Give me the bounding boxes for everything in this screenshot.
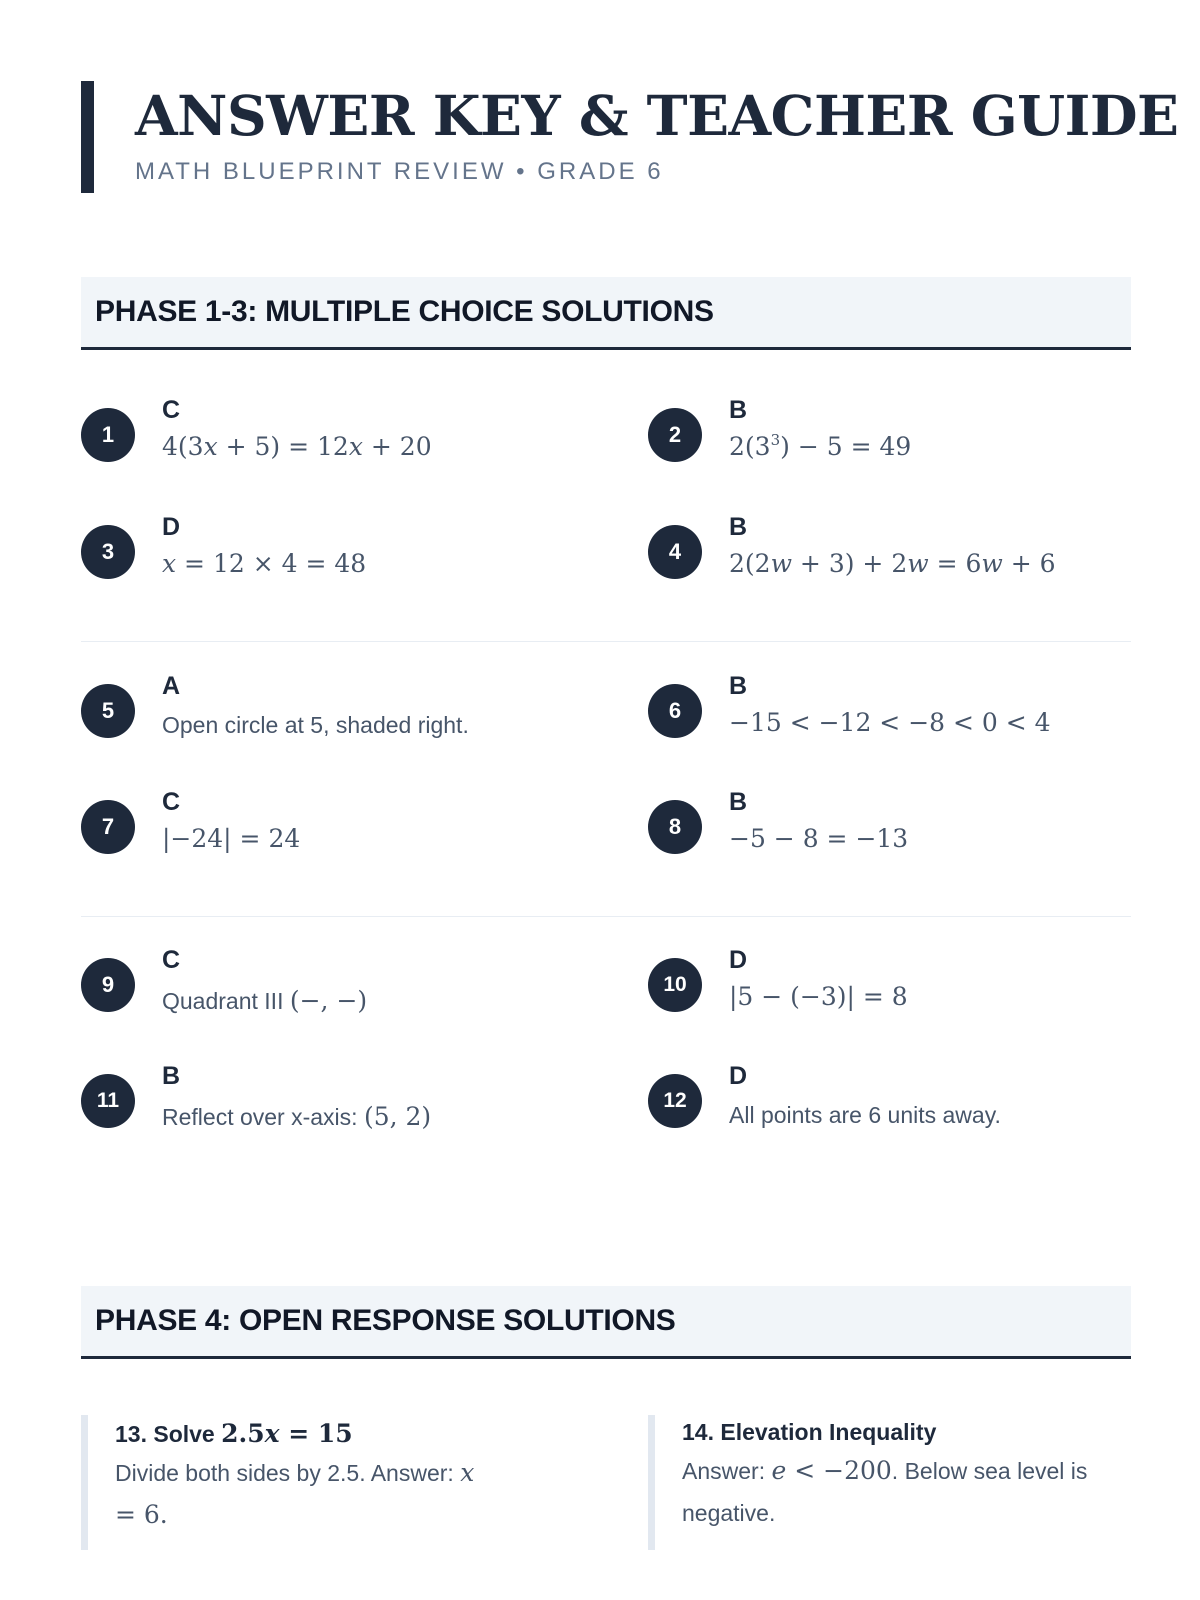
mc-answer-11: [81, 1062, 561, 1154]
body-text-suffix: . Below sea level is negative.: [682, 1458, 1088, 1526]
answer-explanation: −5 − 8 = −13: [729, 824, 909, 853]
answer-explanation: |−24| = 24: [162, 824, 301, 853]
page-subtitle: MATH BLUEPRINT REVIEW • GRADE 6: [135, 158, 664, 185]
mc-answer-2: [648, 396, 1128, 488]
question-number-badge: 12: [648, 1074, 702, 1128]
answer-explanation: 2(2w + 3) + 2w = 6w + 6: [729, 549, 1056, 578]
answer-letter: D: [729, 1062, 748, 1090]
page-title: ANSWER KEY & TEACHER GUIDE: [135, 83, 1179, 148]
open-response-14: [648, 1415, 1118, 1550]
title-accent-bar: [81, 81, 94, 193]
open-response-title: 14. Elevation Inequality: [682, 1419, 937, 1445]
section-header-open-response: [81, 1286, 1131, 1359]
row-divider: [81, 916, 1131, 917]
mc-answer-4: [648, 513, 1128, 605]
answer-explanation: All points are 6 units away.: [729, 1102, 1001, 1128]
answer-explanation: |5 − (−3)| = 8: [729, 982, 908, 1011]
question-number-badge: 8: [648, 800, 702, 854]
mc-answer-9: [81, 946, 561, 1038]
row-divider: [81, 641, 1131, 642]
answer-explanation: x = 12 × 4 = 48: [162, 549, 367, 578]
body-text: Answer:: [682, 1458, 772, 1484]
answer-letter: A: [162, 672, 181, 700]
mc-answer-5: [81, 672, 561, 764]
question-number-badge: 2: [648, 408, 702, 462]
explanation-math: (−, −): [289, 986, 368, 1015]
answer-letter: B: [162, 1062, 181, 1090]
question-number-badge: 11: [81, 1074, 135, 1128]
mc-answer-3: [81, 513, 561, 605]
mc-answer-10: [648, 946, 1128, 1038]
open-response-body: [682, 1450, 1118, 1534]
mc-answer-12: [648, 1062, 1128, 1154]
answer-explanation: Open circle at 5, shaded right.: [162, 712, 469, 738]
open-response-title: [115, 1419, 551, 1448]
question-number-badge: 1: [81, 408, 135, 462]
question-number-badge: 6: [648, 684, 702, 738]
answer-letter: B: [729, 672, 748, 700]
body-text: Divide both sides by 2.5. Answer:: [115, 1460, 461, 1486]
mc-answer-7: [81, 788, 561, 880]
answer-letter: B: [729, 788, 748, 816]
body-math: x = 6.: [115, 1458, 475, 1529]
answer-letter: B: [729, 513, 748, 541]
open-response-body: [115, 1452, 551, 1536]
answer-explanation: [162, 1102, 431, 1131]
question-number-badge: 5: [81, 684, 135, 738]
answer-letter: C: [162, 396, 181, 424]
question-number-badge: 3: [81, 525, 135, 579]
question-number-badge: 9: [81, 958, 135, 1012]
explanation-math: (5, 2): [363, 1102, 432, 1131]
explanation-text: Quadrant III: [162, 988, 290, 1014]
open-response-13: [81, 1415, 551, 1550]
explanation-text: Reflect over x-axis:: [162, 1104, 364, 1130]
answer-explanation: −15 < −12 < −8 < 0 < 4: [729, 708, 1051, 737]
answer-letter: C: [162, 946, 181, 974]
answer-explanation: [162, 986, 367, 1015]
mc-answer-6: [648, 672, 1128, 764]
question-number-badge: 10: [648, 958, 702, 1012]
body-math: e < −200: [771, 1456, 892, 1485]
question-number-badge: 4: [648, 525, 702, 579]
answer-letter: B: [729, 396, 748, 424]
answer-letter: D: [162, 513, 181, 541]
title-text: 13. Solve: [115, 1421, 222, 1447]
mc-answer-8: [648, 788, 1128, 880]
answer-explanation: $2(3^3) - 5 = 49$: [729, 431, 912, 461]
answer-letter: D: [729, 946, 748, 974]
title-block: [81, 81, 1179, 193]
answer-letter: C: [162, 788, 181, 816]
section-header-multiple-choice: [81, 277, 1131, 350]
section-title: PHASE 4: OPEN RESPONSE SOLUTIONS: [95, 1304, 676, 1337]
question-number-badge: 7: [81, 800, 135, 854]
section-title: PHASE 1-3: MULTIPLE CHOICE SOLUTIONS: [95, 295, 714, 328]
mc-answer-1: [81, 396, 561, 488]
answer-explanation: 4(3x + 5) = 12x + 20: [162, 432, 432, 461]
title-math: 2.5x = 15: [221, 1419, 353, 1448]
